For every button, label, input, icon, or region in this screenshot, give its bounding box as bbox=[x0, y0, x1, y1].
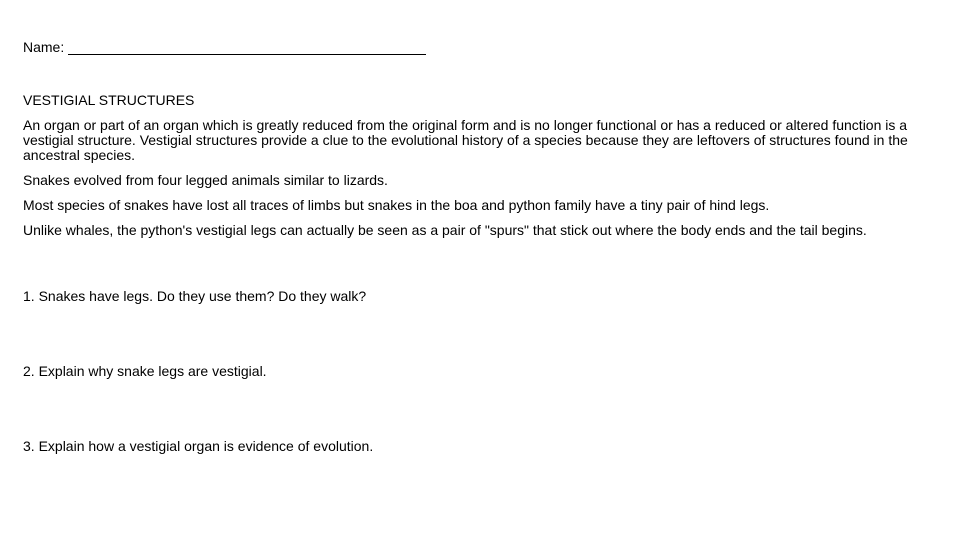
question-2: 2. Explain why snake legs are vestigial. bbox=[23, 363, 267, 379]
snake-evolution-paragraph: Snakes evolved from four legged animals similar to lizards. bbox=[23, 172, 388, 188]
question-3: 3. Explain how a vestigial organ is evidence of evolution. bbox=[23, 438, 374, 454]
name-blank-line[interactable] bbox=[68, 40, 426, 55]
python-spurs-paragraph: Unlike whales, the python's vestigial legs can actually be seen as a pair of "spurs" that stick out where the body ends and the tail begins. bbox=[23, 222, 867, 238]
snake-limbs-paragraph: Most species of snakes have lost all traces of limbs but snakes in the boa and python family have a tiny pair of hind legs. bbox=[23, 197, 770, 213]
definition-paragraph: An organ or part of an organ which is greatly reduced from the original form and is no longer functional or has a reduced or altered function is a vestigial structure. Vestigial structures provide a clue to the evolutional history of a species because they are leftovers of structures found in the ancestral species. bbox=[23, 117, 908, 163]
question-1: 1. Snakes have legs. Do they use them? Do they walk? bbox=[23, 288, 367, 304]
name-field-row bbox=[23, 40, 426, 55]
section-heading: VESTIGIAL STRUCTURES bbox=[23, 92, 195, 108]
name-label: Name: bbox=[23, 39, 65, 55]
